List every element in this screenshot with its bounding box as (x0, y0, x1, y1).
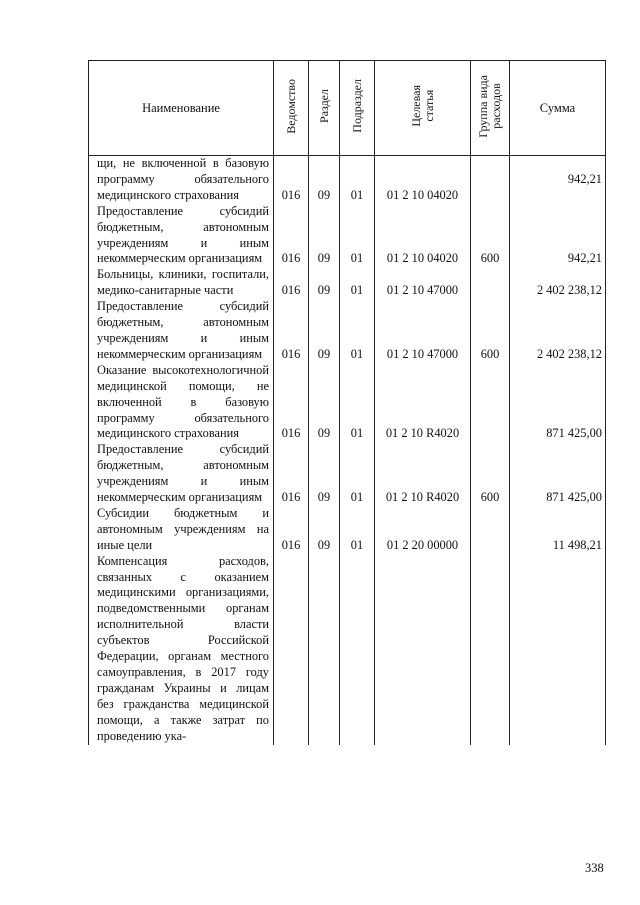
header-sum: Сумма (510, 61, 606, 156)
row-name: Предоставление субсидий бюджетным, автономным учреждениям и иным некоммерческим организациям (89, 204, 274, 268)
row-name: Субсидии бюджетным и автономным учреждениям на иные цели (89, 506, 274, 554)
row-target: 01 2 10 04020 (375, 204, 471, 268)
row-subsection: 01 (340, 442, 375, 506)
row-dept: 016 (274, 204, 309, 268)
row-group (471, 363, 510, 443)
table-row (89, 506, 606, 554)
table-row (89, 442, 606, 506)
row-sum: 871 425,00 (510, 363, 606, 443)
row-name: Компенсация расходов, связанных с оказанием медицинскими организациями, подведомственными органам исполнительной власти субъектов Российской Федерации, органам местного самоуправления, в 2017 году гражданам Украины и лицам без гражданства медицинской помощи, а также затрат по проведению ука- (89, 554, 274, 745)
row-sum: 2 402 238,12 (510, 267, 606, 299)
row-dept: 016 (274, 156, 309, 204)
row-dept: 016 (274, 267, 309, 299)
row-group: 600 (471, 204, 510, 268)
header-dept (274, 61, 309, 156)
row-group (471, 554, 510, 745)
row-subsection: 01 (340, 506, 375, 554)
row-section: 09 (309, 506, 340, 554)
row-group (471, 156, 510, 204)
row-dept: 016 (274, 299, 309, 363)
table-row (89, 156, 606, 204)
row-subsection: 01 (340, 156, 375, 204)
row-target: 01 2 10 47000 (375, 299, 471, 363)
row-subsection: 01 (340, 204, 375, 268)
row-subsection (340, 554, 375, 745)
header-expense-group-label: Группа вида расходов (476, 74, 503, 138)
table-row (89, 554, 606, 745)
row-section (309, 554, 340, 745)
row-section: 09 (309, 299, 340, 363)
row-name: Больницы, клиники, госпитали, медико-санитарные части (89, 267, 274, 299)
row-name: щи, не включенной в базовую программу обязательного медицинского страхования (89, 156, 274, 204)
row-dept: 016 (274, 442, 309, 506)
table-header-row (89, 61, 606, 156)
row-sum: 942,21 (510, 204, 606, 268)
row-sum (510, 554, 606, 745)
table-row (89, 299, 606, 363)
row-target: 01 2 20 00000 (375, 506, 471, 554)
row-dept: 016 (274, 506, 309, 554)
row-group: 600 (471, 442, 510, 506)
row-subsection: 01 (340, 363, 375, 443)
header-expense-group (471, 61, 510, 156)
row-group (471, 267, 510, 299)
row-section: 09 (309, 267, 340, 299)
row-section: 09 (309, 442, 340, 506)
table-row (89, 267, 606, 299)
row-name: Предоставление субсидий бюджетным, автономным учреждениям и иным некоммерческим организациям (89, 442, 274, 506)
row-name: Предоставление субсидий бюджетным, автономным учреждениям и иным некоммерческим организациям (89, 299, 274, 363)
header-target (375, 61, 471, 156)
header-name: Наименование (89, 61, 274, 156)
row-sum: 871 425,00 (510, 442, 606, 506)
row-group (471, 506, 510, 554)
row-section: 09 (309, 204, 340, 268)
row-subsection: 01 (340, 299, 375, 363)
header-dept-label: Ведомство (283, 78, 298, 134)
row-subsection: 01 (340, 267, 375, 299)
row-target: 01 2 10 47000 (375, 267, 471, 299)
row-sum: 942,21 (510, 156, 606, 204)
row-dept: 016 (274, 363, 309, 443)
table-row (89, 204, 606, 268)
header-subsection-label: Подраздел (349, 79, 364, 133)
row-target (375, 554, 471, 745)
header-section (309, 61, 340, 156)
page-number: 338 (585, 861, 604, 875)
budget-table (88, 60, 606, 745)
row-target: 01 2 10 R4020 (375, 442, 471, 506)
row-name: Оказание высокотехнологичной медицинской помощи, не включенной в базовую программу обязательного медицинского страхования (89, 363, 274, 443)
table-row (89, 363, 606, 443)
row-section: 09 (309, 363, 340, 443)
row-target: 01 2 10 R4020 (375, 363, 471, 443)
header-section-label: Раздел (316, 89, 331, 123)
row-target: 01 2 10 04020 (375, 156, 471, 204)
row-sum: 2 402 238,12 (510, 299, 606, 363)
row-group: 600 (471, 299, 510, 363)
header-subsection (340, 61, 375, 156)
row-dept (274, 554, 309, 745)
header-target-label: Целевая статья (408, 85, 436, 127)
row-section: 09 (309, 156, 340, 204)
row-sum: 11 498,21 (510, 506, 606, 554)
